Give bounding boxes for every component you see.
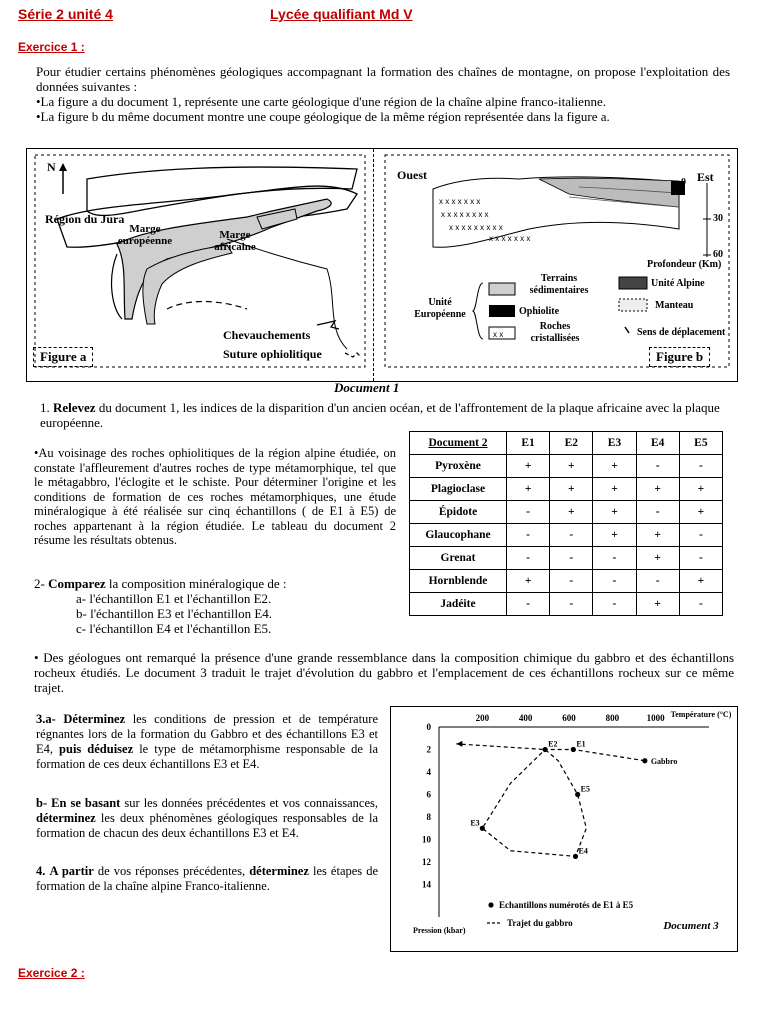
mineral-presence-cell: + <box>550 455 593 478</box>
question-2 <box>34 576 394 636</box>
col-e1: E1 <box>507 432 550 455</box>
mineral-name: Jadéite <box>410 593 507 616</box>
y-tick-label: 8 <box>426 812 431 822</box>
mineral-name: Hornblende <box>410 570 507 593</box>
mineral-row <box>410 455 723 478</box>
document1-box <box>26 148 738 382</box>
mineral-presence-cell: + <box>593 524 636 547</box>
mineral-presence-cell: + <box>593 478 636 501</box>
svg-text:x x x x x x x x x: x x x x x x x x x <box>449 223 503 232</box>
col-e2: E2 <box>550 432 593 455</box>
x-tick-label: 400 <box>518 713 533 723</box>
mineral-presence-cell: + <box>507 455 550 478</box>
chart-title: Document 3 <box>663 920 719 932</box>
mineral-presence-cell: - <box>550 570 593 593</box>
mineral-row <box>410 547 723 570</box>
mineral-presence-cell: + <box>636 593 679 616</box>
q3b-verb2: déterminez <box>36 811 96 825</box>
q2-verb: Comparez <box>48 576 106 591</box>
series-label: Série 2 unité 4 <box>18 6 113 22</box>
q3b-text1: sur les données précédentes et vos connaissances, <box>124 796 378 810</box>
sample-point <box>573 854 578 859</box>
depth-30: 30 <box>713 213 723 224</box>
mineral-name: Plagioclase <box>410 478 507 501</box>
question-3b <box>36 796 378 841</box>
region-jura-label: Région du Jura <box>45 212 125 226</box>
sample-point <box>543 747 548 752</box>
x-axis-label: Température (°C) <box>670 710 732 719</box>
y-tick-label: 6 <box>426 789 431 800</box>
mineral-name: Épidote <box>410 501 507 524</box>
mineral-name: Glaucophane <box>410 524 507 547</box>
svg-text:x x x x x x x x: x x x x x x x x <box>441 210 489 219</box>
intro-line3: •La figure b du même document montre une coupe géologique de la même région représentée dans la figure a. <box>36 109 610 124</box>
q4-verb2: déterminez <box>249 864 309 878</box>
document2-table <box>409 431 723 616</box>
mineral-presence-cell: + <box>679 570 722 593</box>
y-axis-label: Pression (kbar) <box>413 926 466 935</box>
legend-manteau: Manteau <box>655 300 694 311</box>
legend-points-label: Echantillons numérotés de E1 à E5 <box>499 900 634 910</box>
q1-text: du document 1, les indices de la disparition d'un ancien océan, et de l'affrontement de la plaque africaine avec la plaque européenne. <box>40 400 720 430</box>
q3a-text2: le type de métamorphisme responsable de la formation de ces deux échantillons E3 et E4. <box>36 742 379 771</box>
intro <box>36 64 730 124</box>
sample-label: Gabbro <box>650 756 678 766</box>
est-label: Est <box>697 170 714 184</box>
mineral-presence-cell: - <box>507 593 550 616</box>
figure-a <box>27 149 374 381</box>
document1-caption: Document 1 <box>334 380 400 395</box>
x-tick-label: 1000 <box>646 713 665 723</box>
mineral-presence-cell: - <box>507 524 550 547</box>
q2-item-a: a- l'échantillon E1 et l'échantillon E2. <box>76 591 272 606</box>
q3b-verb1: En se basant <box>51 796 121 810</box>
mineral-presence-cell: - <box>636 455 679 478</box>
mineral-presence-cell: - <box>679 547 722 570</box>
mineral-presence-cell: - <box>679 455 722 478</box>
figure-b-label: Figure b <box>649 347 710 367</box>
mineral-row <box>410 524 723 547</box>
figure-a-label: Figure a <box>33 347 93 367</box>
marge-europeenne-label: Marge européenne <box>117 223 173 247</box>
mineral-presence-cell: - <box>507 547 550 570</box>
mineral-presence-cell: + <box>593 455 636 478</box>
question-3a <box>36 712 378 772</box>
question-1 <box>40 400 732 430</box>
x-tick-label: 800 <box>605 713 620 723</box>
legend-unite-alpine: Unité Alpine <box>651 278 705 289</box>
question-4 <box>36 864 378 894</box>
mineral-row <box>410 478 723 501</box>
sample-point <box>480 826 485 831</box>
mineral-row <box>410 501 723 524</box>
x-tick-label: 600 <box>562 713 576 723</box>
col-e5: E5 <box>679 432 722 455</box>
mineral-presence-cell: - <box>679 593 722 616</box>
mineral-presence-cell: + <box>550 478 593 501</box>
mineral-row <box>410 570 723 593</box>
svg-text:x x x x x x x: x x x x x x x <box>489 234 531 243</box>
legend-point-marker <box>488 902 493 907</box>
y-tick-label: 10 <box>422 834 431 845</box>
ouest-label: Ouest <box>397 168 427 182</box>
sample-point <box>575 792 580 797</box>
mineral-presence-cell: + <box>507 570 550 593</box>
y-tick-label: 0 <box>426 722 431 732</box>
mineral-presence-cell: - <box>636 570 679 593</box>
intro-line1: Pour étudier certains phénomènes géologiques accompagnant la formation des chaînes de montagne, on propose l'exploitation des données suivantes : <box>36 64 730 94</box>
x-tick-label: 200 <box>475 713 490 723</box>
svg-text:x x x x x x x: x x x x x x x <box>439 197 481 206</box>
legend-unite-europeenne: Unité Européenne <box>414 297 466 320</box>
suture-legend: Suture ophiolitique <box>223 347 322 361</box>
sample-label: E5 <box>580 784 591 794</box>
exercise2-title: Exercice 2 : <box>18 966 85 980</box>
document2-title: Document 2 <box>410 432 507 455</box>
mineral-presence-cell: - <box>550 593 593 616</box>
depth-axis-label: Profondeur (Km) <box>647 259 722 270</box>
mineral-presence-cell: + <box>593 501 636 524</box>
mineral-presence-cell: + <box>636 547 679 570</box>
mineral-presence-cell: + <box>636 478 679 501</box>
mineral-presence-cell: - <box>679 524 722 547</box>
q2-text: la composition minéralogique de : <box>108 576 287 591</box>
q1-verb: Relevez <box>53 400 96 415</box>
paragraph-gabbro: • Des géologues ont remarqué la présence d'une grande ressemblance dans la composition chimique du gabbro et des échantillons rocheux étudiés. Le document 3 traduit le trajet d'évolution du gabbro et l'emplacement de ces échantillons rocheux sur ce même trajet. <box>34 650 734 695</box>
q4-text1: de vos réponses précédentes, <box>97 864 246 878</box>
mineral-presence-cell: - <box>507 501 550 524</box>
chevauchements-legend: Chevauchements <box>223 328 311 342</box>
q4-number: 4. <box>36 864 46 878</box>
q2-number: 2- <box>34 576 45 591</box>
depth-60: 60 <box>713 249 723 260</box>
q2-item-b: b- l'échantillon E3 et l'échantillon E4. <box>76 606 273 621</box>
y-tick-label: 12 <box>422 857 431 867</box>
intro-line2: •La figure a du document 1, représente une carte géologique d'une région de la chaîne alpine franco-italienne. <box>36 94 606 109</box>
mineral-presence-cell: + <box>550 501 593 524</box>
marge-africaine-label: Marge africaine <box>214 229 256 253</box>
q4-text2: les étapes de formation de la chaîne alpine Franco-italienne. <box>36 864 379 893</box>
north-label: N <box>47 160 56 174</box>
mineral-presence-cell: + <box>679 501 722 524</box>
mineral-name: Grenat <box>410 547 507 570</box>
mineral-presence-cell: + <box>636 524 679 547</box>
mineral-presence-cell: + <box>679 478 722 501</box>
y-tick-label: 2 <box>426 744 431 755</box>
legend-path-label: Trajet du gabbro <box>507 918 573 928</box>
sample-point <box>571 747 576 752</box>
mineral-presence-cell: - <box>550 547 593 570</box>
document3-box <box>390 706 738 952</box>
document3-chart <box>391 707 737 951</box>
q3a-verb2: puis déduisez <box>59 742 134 756</box>
col-e4: E4 <box>636 432 679 455</box>
school-label: Lycée qualifiant Md V <box>270 6 413 22</box>
legend-roches: Roches cristallisées <box>530 321 580 344</box>
q3b-number: b- <box>36 796 48 810</box>
y-tick-label: 14 <box>422 879 431 890</box>
sample-label: E2 <box>548 739 558 749</box>
sample-label: E1 <box>576 739 586 749</box>
q3a-number: 3.a- <box>36 712 56 726</box>
mineral-presence-cell: - <box>550 524 593 547</box>
gabbro-path-arrow <box>456 741 462 747</box>
q4-verb1: A partir <box>49 864 94 878</box>
exercise1-title: Exercice 1 : <box>18 40 85 54</box>
sample-point <box>642 758 647 763</box>
y-tick-label: 4 <box>426 767 431 777</box>
col-e3: E3 <box>593 432 636 455</box>
q2-item-c: c- l'échantillon E4 et l'échantillon E5. <box>76 621 272 636</box>
mineral-presence-cell: + <box>507 478 550 501</box>
legend-ophiolite: Ophiolite <box>519 306 560 317</box>
q3a-text1: les conditions de pression et de température régnantes lors de la formation du Gabbro et des échantillons E3 et E4, <box>36 712 378 756</box>
depth-0: 0 <box>681 177 686 188</box>
q1-number: 1. <box>40 400 50 415</box>
mineral-row <box>410 593 723 616</box>
svg-text:x x: x x <box>493 330 504 339</box>
sample-label: E3 <box>470 818 480 828</box>
mineral-presence-cell: - <box>593 547 636 570</box>
sample-label: E4 <box>578 846 588 856</box>
mineral-presence-cell: - <box>593 570 636 593</box>
figure-b <box>379 149 737 381</box>
paragraph-metamorphic: •Au voisinage des roches ophiolitiques de la région alpine étudiée, on constate l'affleurement d'autres roches de type métamorphique, tel que le métagabbro, l'éclogite et le schiste. Pour déterminer l'origine et les conditions de formation de ces roches métamorphiques, une étude minéralogique à été réalisée sur cinq échantillons ( de E1 à E5) de roches appartenant à la région étudiée. Le tableau du document 2 résume les résultats obtenus. <box>34 446 396 547</box>
mineral-presence-cell: - <box>636 501 679 524</box>
mineral-name: Pyroxène <box>410 455 507 478</box>
q3a-verb1: Déterminez <box>63 712 126 726</box>
legend-sens: Sens de déplacement <box>637 327 726 338</box>
q3b-text2: les deux phénomènes géologiques responsables de la formation de chacun des deux échantillons E3 et E4. <box>36 811 378 840</box>
gabbro-path-line <box>456 744 645 857</box>
legend-terrains: Terrains sédimentaires <box>529 273 589 296</box>
mineral-presence-cell: - <box>593 593 636 616</box>
